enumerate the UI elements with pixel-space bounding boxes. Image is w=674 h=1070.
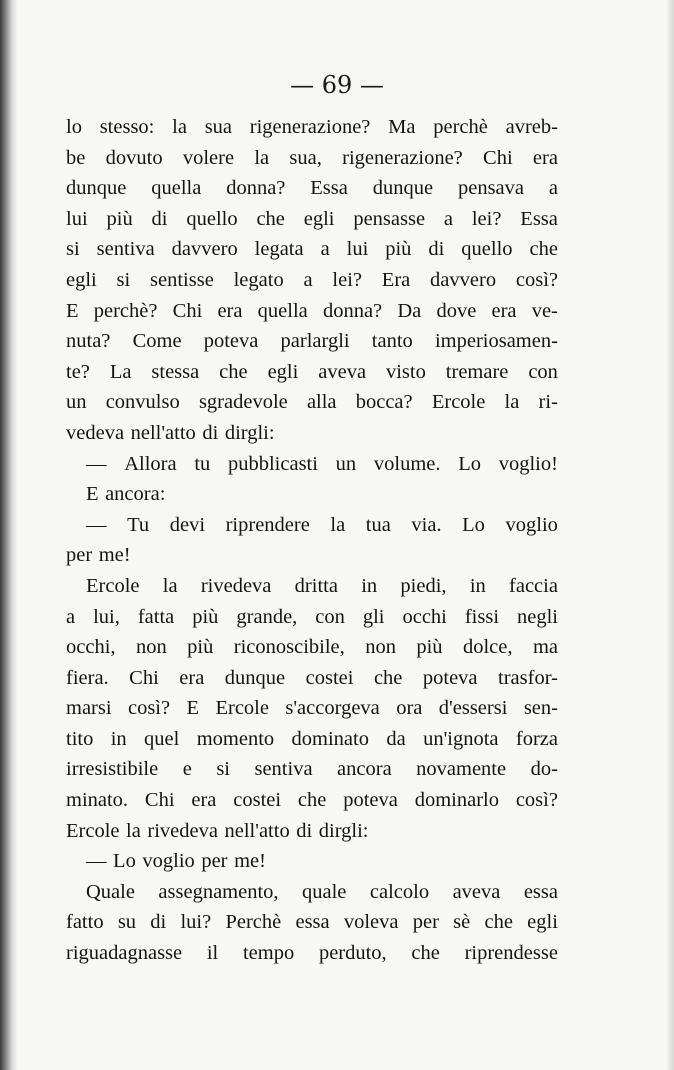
word: la xyxy=(162,574,178,597)
word: dominato xyxy=(291,727,369,750)
word: più xyxy=(416,636,443,659)
word: tu xyxy=(194,452,211,475)
word: egli xyxy=(303,207,335,230)
word: volume. xyxy=(373,452,441,475)
word: — xyxy=(86,513,107,536)
text-line xyxy=(66,112,558,143)
word: sentiva xyxy=(254,758,313,781)
word: occhi xyxy=(402,605,447,628)
word: dunque xyxy=(372,177,434,200)
word: Come xyxy=(132,330,182,353)
word: con xyxy=(528,360,558,383)
word: tremare xyxy=(445,360,509,383)
word: ma xyxy=(532,636,558,659)
text-line xyxy=(66,754,558,785)
word: donna? xyxy=(226,177,286,200)
word: in xyxy=(469,574,486,597)
word: forza xyxy=(515,727,558,750)
body-text xyxy=(66,112,558,969)
word: Essa xyxy=(520,207,558,230)
word: visto xyxy=(385,360,426,383)
word: Chi xyxy=(129,666,159,689)
word: sè xyxy=(453,911,471,934)
word: te? xyxy=(66,360,90,383)
word: vedeva xyxy=(66,421,125,444)
word: il xyxy=(206,942,219,965)
word: fissi xyxy=(464,605,500,628)
word: sen- xyxy=(523,697,558,720)
word: su xyxy=(117,911,137,934)
word: rigenerazione? xyxy=(342,146,463,169)
word: s'accorgeva xyxy=(285,697,380,720)
word: dirgli: xyxy=(224,421,275,444)
word: a xyxy=(443,207,454,230)
text-line xyxy=(66,418,558,449)
word: che xyxy=(411,942,440,965)
word: così? xyxy=(515,268,558,291)
word: voleva xyxy=(343,911,399,934)
word: di xyxy=(296,819,313,842)
word: sentiva xyxy=(96,238,155,261)
word: pensasse xyxy=(353,207,426,230)
word: volere xyxy=(182,146,235,169)
text-line xyxy=(66,602,558,633)
word: devi xyxy=(169,513,206,536)
word: nell'atto xyxy=(130,421,196,444)
word: trasfor- xyxy=(498,666,558,689)
word: — xyxy=(86,452,107,475)
text-line xyxy=(66,357,558,388)
word: convulso xyxy=(105,391,180,414)
book-spine-shadow xyxy=(0,0,18,1070)
word: imperiosamen- xyxy=(434,330,558,353)
word: avreb- xyxy=(505,116,558,138)
text-line xyxy=(66,204,558,235)
text-line xyxy=(66,816,558,847)
text-line xyxy=(66,387,558,418)
word: lui xyxy=(66,207,88,230)
word: fatta xyxy=(137,605,175,628)
word: lui xyxy=(346,238,369,261)
word: lui? xyxy=(180,911,212,934)
word: così? xyxy=(515,789,558,812)
word: con xyxy=(315,605,345,628)
word: si xyxy=(116,268,131,291)
word: era xyxy=(191,789,217,812)
text-line xyxy=(66,234,558,265)
word: era xyxy=(217,299,243,322)
text-line xyxy=(66,173,558,204)
text-line xyxy=(66,663,558,694)
word: a xyxy=(303,268,313,291)
word: stesso: xyxy=(99,116,155,138)
word: che xyxy=(297,789,327,812)
word: donna? xyxy=(322,299,383,322)
text-line xyxy=(66,724,558,755)
text-line xyxy=(66,877,558,908)
word: faccia xyxy=(509,574,558,597)
word: fatto xyxy=(66,911,104,934)
word: più xyxy=(106,207,133,230)
word: dominarlo xyxy=(414,789,499,812)
word: legata xyxy=(254,238,304,261)
text-line xyxy=(66,846,558,877)
word: essa xyxy=(295,911,330,934)
word: Ercole xyxy=(86,574,140,597)
word: che xyxy=(529,238,558,261)
text-line xyxy=(66,510,558,541)
word: calcolo xyxy=(369,880,430,903)
word: rivedeva xyxy=(200,574,272,597)
word: così? xyxy=(127,697,171,720)
word: davvero xyxy=(430,268,497,291)
word: quello xyxy=(186,207,238,230)
word: tempo xyxy=(242,942,295,965)
word: d'essersi xyxy=(438,697,508,720)
word: la xyxy=(254,146,270,169)
word: per xyxy=(412,911,439,934)
word: ora xyxy=(396,697,423,720)
word: da xyxy=(386,727,406,750)
word: egli xyxy=(66,268,97,291)
text-line xyxy=(66,571,558,602)
word: riprendere xyxy=(225,513,310,536)
word: Lo xyxy=(462,513,485,536)
word: riconoscibile, xyxy=(233,636,345,659)
word: più xyxy=(187,636,214,659)
word: lei? xyxy=(332,268,362,291)
word: era xyxy=(179,666,205,689)
word: quella xyxy=(257,299,308,322)
word: Chi xyxy=(172,299,203,322)
word: poteva xyxy=(203,330,259,353)
word: in xyxy=(361,574,378,597)
word: sentisse xyxy=(150,268,214,291)
word: fiera. xyxy=(66,666,109,689)
word: rigenerazione? xyxy=(249,116,371,138)
word: Lo xyxy=(458,452,482,475)
text-line xyxy=(66,540,558,571)
word: Essa xyxy=(310,177,348,200)
word: sua xyxy=(204,116,233,138)
word: costei xyxy=(233,789,282,812)
word: Ercole xyxy=(431,391,486,414)
word: Da xyxy=(397,299,422,322)
word: la xyxy=(504,391,520,414)
word: Ercole xyxy=(215,697,269,720)
word: rivedeva xyxy=(147,819,218,842)
word: novamente xyxy=(416,758,507,781)
word: riguadagnasse xyxy=(66,942,183,965)
word: E xyxy=(86,483,99,506)
text-line xyxy=(66,479,558,510)
word: me! xyxy=(234,850,266,873)
word: dunque xyxy=(66,177,127,200)
word: E xyxy=(66,299,79,322)
word: poteva xyxy=(422,666,478,689)
word: minato. xyxy=(66,789,129,812)
text-line xyxy=(66,907,558,938)
text-line xyxy=(66,632,558,663)
word: poteva xyxy=(343,789,398,812)
word: si xyxy=(66,238,80,261)
word: aveva xyxy=(452,880,501,903)
word: aveva xyxy=(318,360,367,383)
word: Lo xyxy=(113,850,136,873)
word: ve- xyxy=(531,299,558,322)
word: me! xyxy=(98,544,131,567)
word: egli xyxy=(267,360,299,383)
word: era xyxy=(532,146,558,169)
page-number: — 69 — xyxy=(290,71,384,99)
word: Era xyxy=(381,268,411,291)
word: di xyxy=(202,421,219,444)
word: be xyxy=(66,146,86,169)
word: di xyxy=(151,207,168,230)
word: ri- xyxy=(538,391,558,414)
word: stessa xyxy=(151,360,200,383)
word: legato xyxy=(233,268,284,291)
word: E xyxy=(186,697,200,720)
text-line xyxy=(66,693,558,724)
word: pensava xyxy=(457,177,524,200)
word: via. xyxy=(411,513,442,536)
word: a xyxy=(548,177,558,200)
word: non xyxy=(135,636,167,659)
word: parlargli xyxy=(280,330,350,353)
word: lo xyxy=(66,116,82,138)
word: bocca? xyxy=(355,391,413,414)
word: momento xyxy=(196,727,275,750)
word: di xyxy=(428,238,445,261)
word: tanto xyxy=(371,330,413,353)
word: più xyxy=(192,605,219,628)
word: sgradevole xyxy=(198,391,288,414)
word: Quale xyxy=(86,880,135,903)
word: dovuto xyxy=(105,146,163,169)
word: voglio xyxy=(505,513,558,536)
word: dove xyxy=(436,299,477,322)
word: marsi xyxy=(66,697,112,720)
word: sua, xyxy=(289,146,322,169)
word: lei? xyxy=(471,207,502,230)
word: un xyxy=(66,391,87,414)
text-line xyxy=(66,449,558,480)
word: essa xyxy=(523,880,558,903)
word: dunque xyxy=(224,666,286,689)
word: a xyxy=(66,605,76,628)
word: assegnamento, xyxy=(158,880,279,903)
word: lui, xyxy=(93,605,120,628)
word: occhi, xyxy=(66,636,116,659)
word: Allora xyxy=(124,452,177,475)
word: non xyxy=(365,636,396,659)
word: che xyxy=(219,360,248,383)
word: un xyxy=(335,452,357,475)
word: la xyxy=(126,819,141,842)
text-line xyxy=(66,143,558,174)
word: ancora xyxy=(337,758,392,781)
word: piedi, xyxy=(400,574,447,597)
word: per xyxy=(201,850,228,873)
word: Perchè xyxy=(225,911,282,934)
word: do- xyxy=(530,758,558,781)
word: in xyxy=(110,727,127,750)
word: — xyxy=(86,850,107,873)
word: la xyxy=(172,116,187,138)
text-line xyxy=(66,296,558,327)
word: per xyxy=(66,544,93,567)
word: Tu xyxy=(127,513,150,536)
word: era xyxy=(491,299,517,322)
word: irresistibile xyxy=(66,758,159,781)
word: davvero xyxy=(171,238,238,261)
word: dolce, xyxy=(462,636,513,659)
word: la xyxy=(330,513,346,536)
word: riprendesse xyxy=(464,942,558,965)
word: perchè? xyxy=(93,299,158,322)
word: La xyxy=(109,360,132,383)
word: ancora: xyxy=(105,483,166,506)
word: quella xyxy=(151,177,202,200)
word: tito xyxy=(66,727,94,750)
page-edge xyxy=(666,0,674,1070)
word: costei xyxy=(305,666,354,689)
word: quello xyxy=(461,238,513,261)
word: tua xyxy=(365,513,391,536)
word: che xyxy=(373,666,403,689)
word: si xyxy=(216,758,230,781)
word: un'ignota xyxy=(423,727,499,750)
word: a xyxy=(320,238,330,261)
word: quale xyxy=(302,880,347,903)
word: nell'atto xyxy=(224,819,290,842)
word: nuta? xyxy=(66,330,111,353)
word: dritta xyxy=(294,574,338,597)
word: egli xyxy=(527,911,558,934)
word: grande, xyxy=(236,605,298,628)
text-line xyxy=(66,938,558,969)
word: perduto, xyxy=(318,942,387,965)
word: che xyxy=(256,207,285,230)
word: Ercole xyxy=(66,819,120,842)
word: alla xyxy=(306,391,337,414)
word: Chi xyxy=(483,146,513,169)
word: che xyxy=(484,911,513,934)
word: Chi xyxy=(144,789,175,812)
word: e xyxy=(182,758,192,781)
word: negli xyxy=(517,605,558,628)
word: gli xyxy=(362,605,385,628)
word: quel xyxy=(144,727,180,750)
word: più xyxy=(385,238,412,261)
word: Ma xyxy=(388,116,416,138)
word: voglio xyxy=(142,850,195,873)
word: di xyxy=(150,911,167,934)
word: voglio! xyxy=(498,452,558,475)
text-line xyxy=(66,785,558,816)
word: pubblicasti xyxy=(227,452,318,475)
word: dirgli: xyxy=(318,819,369,842)
text-line xyxy=(66,326,558,357)
word: perchè xyxy=(433,116,488,138)
text-line xyxy=(66,265,558,296)
